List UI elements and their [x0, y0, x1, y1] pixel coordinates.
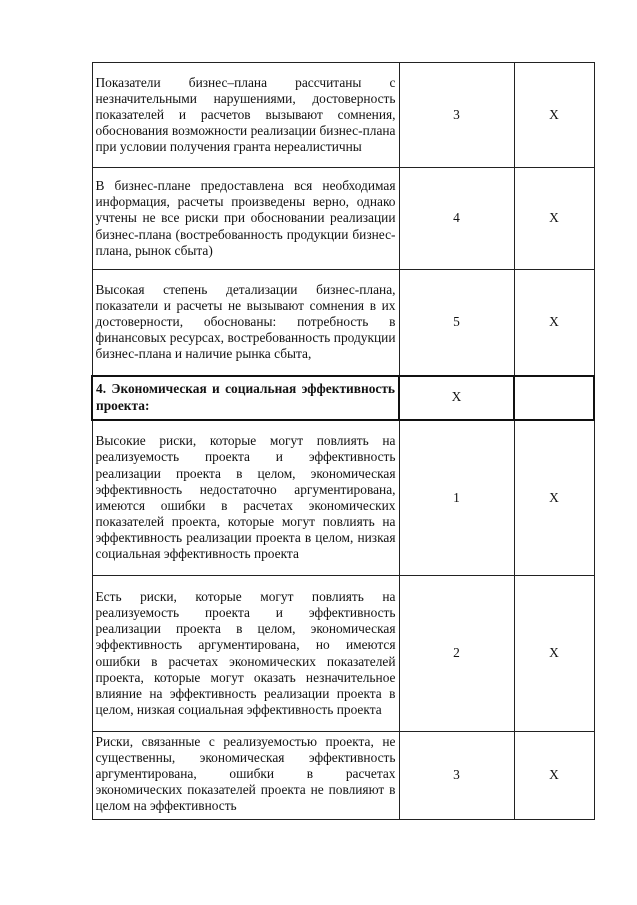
section-header-row — [92, 376, 594, 420]
criterion-description: Есть риски, которые могут повлиять на реализуемость проекта и эффективность реализации проекта в целом, экономическая эффективность аргументирована, но имеются ошибки в расчетах экономических показателей проекта, которые могут оказать незначительное влияние на эффективность реализации проекта в целом, низкая социальная эффективность проекта — [92, 576, 399, 732]
table-row — [92, 420, 594, 576]
criterion-description: Риски, связанные с реализуемостью проекта, не существенны, экономическая эффективность аргументирована, ошибки в расчетах экономических показателей проекта не повлияют в целом на эффективность — [92, 732, 399, 820]
criterion-mark: X — [514, 63, 594, 168]
criterion-score: 3 — [399, 63, 514, 168]
criterion-score: 3 — [399, 732, 514, 820]
criterion-mark: X — [514, 420, 594, 576]
table-row — [92, 270, 594, 376]
criterion-description: Высокие риски, которые могут повлиять на реализуемость проекта и эффективность реализации проекта в целом, экономическая эффективность недостаточно аргументирована, имеются ошибки в расчетах экономических показателей проекта, которые могут повлиять на эффективность реализации проекта в целом, низкая социальная эффективность проекта — [92, 420, 399, 576]
section-mark — [514, 376, 594, 420]
section-score: X — [399, 376, 514, 420]
evaluation-criteria-table — [91, 62, 595, 820]
table-row — [92, 168, 594, 270]
criterion-score: 1 — [399, 420, 514, 576]
criterion-mark: X — [514, 270, 594, 376]
criterion-description: В бизнес-плане предоставлена вся необходимая информация, расчеты произведены верно, однако учтены не все риски при обосновании реализации бизнес-плана (востребованность продукции бизнес-плана, рынок сбыта) — [92, 168, 399, 270]
criterion-mark: X — [514, 732, 594, 820]
criterion-description: Высокая степень детализации бизнес-плана, показатели и расчеты не вызывают сомнения в их достоверности, обоснованы: потребность в финансовых ресурсах, востребованность продукции бизнес-плана и наличие рынка сбыта, — [92, 270, 399, 376]
table-row — [92, 576, 594, 732]
criterion-score: 2 — [399, 576, 514, 732]
criterion-mark: X — [514, 576, 594, 732]
section-title: 4. Экономическая и социальная эффективность проекта: — [92, 376, 399, 420]
table-row — [92, 63, 594, 168]
criterion-score: 5 — [399, 270, 514, 376]
criterion-mark: X — [514, 168, 594, 270]
criterion-score: 4 — [399, 168, 514, 270]
table-row — [92, 732, 594, 820]
criterion-description: Показатели бизнес–плана рассчитаны с незначительными нарушениями, достоверность показателей и расчетов вызывают сомнения, обоснования возможности реализации бизнес-плана при условии получения гранта нереалистичны — [92, 63, 399, 168]
